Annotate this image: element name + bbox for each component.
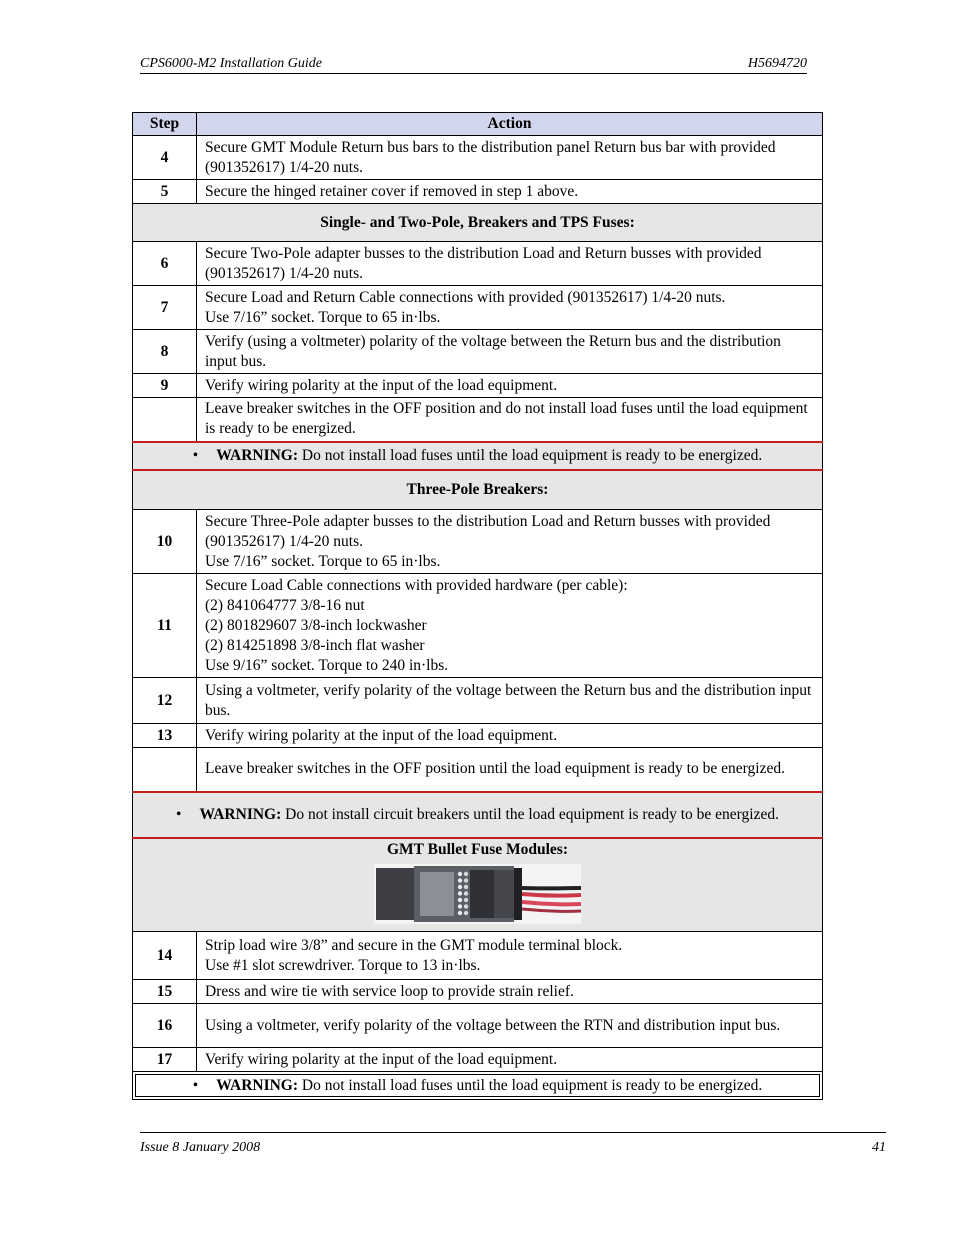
table-row [133,510,823,574]
table-row [133,374,823,398]
step-number: 5 [133,180,197,204]
step-number: 12 [133,678,197,724]
table-row [133,180,823,204]
warning-row [133,1072,823,1100]
step-action [197,180,823,204]
step-action [197,136,823,180]
header-title: CPS6000-M2 Installation Guide [140,56,322,71]
section-heading [133,470,823,510]
step-number [133,398,197,442]
warning-label: WARNING: [216,1076,299,1094]
warning-row [133,792,823,838]
action-line: (2) 841064777 3/8-16 nut [205,596,365,614]
action-line: Secure GMT Module Return bus bars to the distribution panel Return bus bar with provided (901352617) 1/4-20 nuts. [205,138,776,176]
step-action [197,932,823,980]
step-number: 4 [133,136,197,180]
section-heading-row [133,470,823,510]
step-number: 17 [133,1048,197,1072]
step-number: 11 [133,574,197,678]
section-heading [133,204,823,242]
action-line: Strip load wire 3/8” and secure in the GMT module terminal block. [205,936,623,954]
action-line: Secure Three-Pole adapter busses to the distribution Load and Return busses with provided (901352617) 1/4-20 nuts. [205,512,771,550]
action-line: Verify wiring polarity at the input of the load equipment. [205,376,558,394]
step-column-header: Step [133,113,197,136]
page-footer [140,1132,886,1155]
action-line: Secure Two-Pole adapter busses to the distribution Load and Return busses with provided (901352617) 1/4-20 nuts. [205,244,762,282]
step-action [197,398,823,442]
warning-row [133,442,823,470]
step-number [133,748,197,792]
action-line: Verify (using a voltmeter) polarity of the voltage between the Return bus and the distribution input bus. [205,332,781,370]
procedure-table [132,112,823,1100]
step-action [197,980,823,1004]
warning-label: WARNING: [199,805,282,823]
action-line: Leave breaker switches in the OFF position until the load equipment is ready to be energized. [205,760,785,778]
section-title: GMT Bullet Fuse Modules: [387,840,568,858]
table-body [133,136,823,1100]
step-action [197,374,823,398]
page-header [140,56,807,74]
table-row [133,1004,823,1048]
action-line: Verify wiring polarity at the input of the load equipment. [205,726,558,744]
warning-message [133,792,823,838]
warning-label: WARNING: [216,446,299,464]
step-action [197,748,823,792]
action-line: Using a voltmeter, verify polarity of the voltage between the Return bus and the distribution input bus. [205,681,812,719]
action-line: Verify wiring polarity at the input of the load equipment. [205,1050,558,1068]
action-line: Leave breaker switches in the OFF position and do not install load fuses until the load equipment is ready to be energized. [205,400,808,438]
action-line: Use 7/16” socket. Torque to 65 in·lbs. [205,552,441,570]
step-action [197,330,823,374]
step-number: 6 [133,242,197,286]
step-action [197,1004,823,1048]
table-row [133,330,823,374]
section-heading-row [133,204,823,242]
section-title: Three-Pole Breakers: [406,480,549,498]
section-heading-row [133,838,823,932]
action-line: (2) 814251898 3/8-inch flat washer [205,636,425,654]
header-doc-number: H5694720 [747,56,807,71]
table-row [133,398,823,442]
action-line: Secure the hinged retainer cover if removed in step 1 above. [205,182,579,200]
warning-message [133,1072,823,1100]
action-column-header: Action [197,113,823,136]
table-row [133,748,823,792]
table-row [133,1048,823,1072]
action-line: (2) 801829607 3/8-inch lockwasher [205,616,427,634]
step-number: 13 [133,724,197,748]
warning-text: Do not install circuit breakers until the load equipment is ready to be energized. [281,805,779,823]
step-number: 10 [133,510,197,574]
step-number: 8 [133,330,197,374]
action-line: Use #1 slot screwdriver. Torque to 13 in·lbs. [205,956,481,974]
step-number: 7 [133,286,197,330]
table-row [133,242,823,286]
step-number: 14 [133,932,197,980]
table-row [133,932,823,980]
action-line: Use 9/16” socket. Torque to 240 in·lbs. [205,656,449,674]
bullet-icon: • [176,805,182,823]
warning-message [133,442,823,470]
action-line: Using a voltmeter, verify polarity of the voltage between the RTN and distribution input bus. [205,1016,781,1034]
table-row [133,574,823,678]
bullet-icon: • [192,446,199,464]
gmt-fuse-module-photo [141,864,814,924]
page-number: 41 [872,1140,886,1155]
step-number: 9 [133,374,197,398]
step-number: 15 [133,980,197,1004]
table-header-row [133,113,823,136]
action-line: Dress and wire tie with service loop to provide strain relief. [205,982,574,1000]
bullet-icon: • [192,1076,199,1094]
step-action [197,678,823,724]
table-row [133,286,823,330]
step-action [197,510,823,574]
action-line: Secure Load Cable connections with provided hardware (per cable): [205,576,628,594]
footer-issue: Issue 8 January 2008 [140,1140,261,1155]
step-action [197,574,823,678]
step-number: 16 [133,1004,197,1048]
table-row [133,980,823,1004]
step-action [197,1048,823,1072]
step-action [197,286,823,330]
step-action [197,724,823,748]
section-heading [133,838,823,932]
action-line: Use 7/16” socket. Torque to 65 in·lbs. [205,308,441,326]
warning-text: Do not install load fuses until the load equipment is ready to be energized. [298,446,763,464]
table-row [133,678,823,724]
section-title: Single- and Two-Pole, Breakers and TPS Fuses: [320,213,635,231]
action-line: Secure Load and Return Cable connections with provided (901352617) 1/4-20 nuts. [205,288,726,306]
table-row [133,724,823,748]
warning-text: Do not install load fuses until the load equipment is ready to be energized. [298,1076,763,1094]
step-action [197,242,823,286]
table-row [133,136,823,180]
